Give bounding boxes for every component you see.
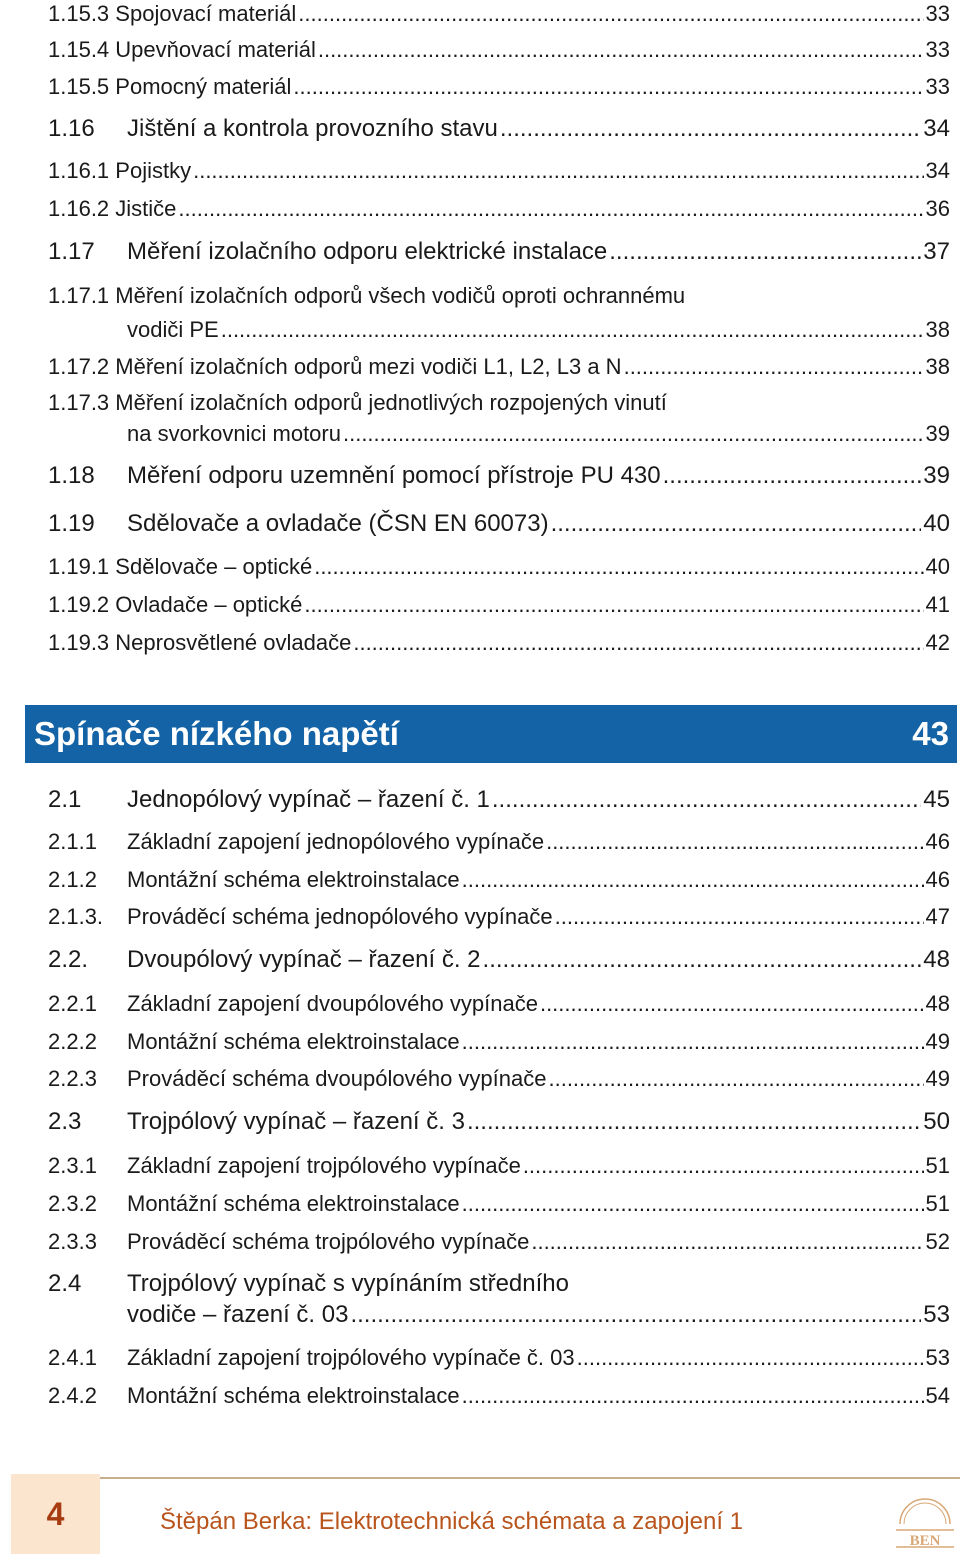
toc-page: 46: [925, 867, 950, 892]
section-header: [25, 705, 957, 763]
toc-page: 46: [925, 829, 950, 854]
publisher-logo: [890, 1494, 960, 1554]
toc-leader: [663, 462, 922, 490]
toc-leader: [548, 1066, 923, 1091]
toc-page: 42: [925, 630, 950, 655]
section-page: 43: [912, 715, 949, 752]
toc-row: [48, 946, 950, 974]
toc-page: 33: [925, 74, 950, 99]
toc-page: 40: [925, 554, 950, 579]
toc-number: 1.15.5: [48, 74, 110, 99]
toc-page: 40: [923, 510, 950, 537]
toc-row: [48, 592, 950, 617]
toc-row: [48, 510, 950, 538]
toc-leader: [609, 238, 921, 266]
toc-number: 2.1.2: [48, 867, 97, 892]
toc-title: Trojpólový vypínač – řazení č. 3: [127, 1108, 465, 1135]
toc-row: [48, 1153, 950, 1178]
toc-leader: [462, 1383, 924, 1408]
toc-row: [48, 196, 950, 221]
toc-title: Jištění a kontrola provozního stavu: [127, 115, 498, 142]
toc-title: Měření izolačních odporů jednotlivých rozpojených vinutí: [115, 390, 667, 415]
toc-leader: [343, 421, 924, 446]
toc-page: 34: [923, 115, 950, 142]
toc-number: 1.16: [48, 115, 95, 142]
toc-page: 45: [923, 786, 950, 813]
toc-leader: [500, 115, 921, 143]
toc-title: Měření izolačních odporů mezi vodiči L1, L2, L3 a N: [115, 354, 622, 379]
toc-number: 1.16.2: [48, 196, 110, 221]
toc-row: [48, 1029, 950, 1054]
toc-number: 1.19.3: [48, 630, 110, 655]
toc-row: [48, 74, 950, 99]
toc-leader: [193, 158, 923, 183]
toc-page: 38: [925, 317, 950, 343]
toc-number: 2.2.: [48, 946, 89, 973]
toc-row: [48, 462, 950, 490]
toc-leader: [540, 991, 924, 1016]
toc-row: [48, 158, 950, 183]
toc-title: Pomocný materiál: [115, 74, 292, 99]
toc-title: Ovladače – optické: [115, 592, 303, 617]
svg-text:BEN: BEN: [909, 1533, 941, 1549]
toc-leader: [462, 1191, 924, 1216]
toc-leader: [624, 354, 924, 379]
toc-page: 34: [925, 158, 950, 183]
toc-number: 2.4.2: [48, 1383, 97, 1408]
toc-page: 51: [925, 1191, 950, 1216]
toc-title: Základní zapojení trojpólového vypínače: [127, 1153, 521, 1178]
toc-page: 33: [925, 37, 950, 62]
toc-leader: [298, 1, 923, 26]
toc-row: [48, 1383, 950, 1408]
toc-title: Měření odporu uzemnění pomocí přístroje PU 430: [127, 462, 661, 489]
toc-title: Montážní schéma elektroinstalace: [127, 1029, 460, 1054]
toc-row: [48, 991, 950, 1016]
toc-number: 2.3.3: [48, 1229, 97, 1254]
toc-leader: [483, 946, 922, 974]
toc-title: Dvoupólový vypínač – řazení č. 2: [127, 946, 481, 973]
toc-title: Trojpólový vypínač s vypínáním středního: [127, 1270, 569, 1297]
toc-page: 48: [925, 991, 950, 1016]
toc-page: 36: [925, 196, 950, 221]
toc-page: 39: [925, 421, 950, 447]
toc-title: Prováděcí schéma jednopólového vypínače: [127, 904, 553, 929]
toc-number: 1.19.1: [48, 554, 110, 579]
toc-number: 2.4.1: [48, 1345, 97, 1370]
toc-page: 50: [923, 1108, 950, 1135]
toc-leader: [350, 1301, 921, 1329]
toc-page: 41: [925, 592, 950, 617]
toc-number: 2.2.1: [48, 991, 97, 1016]
toc-page: 37: [923, 238, 950, 265]
toc-row: [48, 786, 950, 814]
toc-title: Montážní schéma elektroinstalace: [127, 1191, 460, 1216]
toc-number: 1.16.1: [48, 158, 110, 183]
toc-title-cont: na svorkovnici motoru: [127, 421, 341, 447]
footer-book-title: Štěpán Berka: Elektrotechnická schémata a zapojení 1: [160, 1508, 744, 1535]
toc-number: 1.17.3: [48, 390, 110, 415]
toc-title: Jednopólový vypínač – řazení č. 1: [127, 786, 490, 813]
toc-page: 49: [925, 1029, 950, 1054]
toc-page: 53: [925, 1345, 950, 1370]
toc-title: Jističe: [115, 196, 177, 221]
toc-row: [48, 37, 950, 62]
toc-title: Sdělovače a ovladače (ČSN EN 60073): [127, 510, 549, 537]
toc-row: [48, 1191, 950, 1216]
toc-title: Základní zapojení trojpólového vypínače č. 03: [127, 1345, 575, 1370]
toc-row: [48, 1229, 950, 1254]
toc-title: Měření izolačního odporu elektrické instalace: [127, 238, 608, 265]
toc-number: 2.2.3: [48, 1066, 97, 1091]
toc-row: [48, 1066, 950, 1091]
toc-row: [48, 1108, 950, 1136]
toc-title-cont: vodiči PE: [127, 317, 219, 343]
toc-number: 2.3: [48, 1108, 82, 1135]
toc-leader: [462, 867, 924, 892]
toc-page: 38: [925, 354, 950, 379]
toc-title: Základní zapojení dvoupólového vypínače: [127, 991, 538, 1016]
toc-row: [48, 554, 950, 579]
toc-number: 1.19: [48, 510, 95, 537]
toc-leader: [462, 1029, 924, 1054]
toc-leader: [353, 630, 923, 655]
toc-title: Měření izolačních odporů všech vodičů oproti ochrannému: [115, 283, 686, 308]
toc-page: 48: [923, 946, 950, 973]
toc-leader: [304, 592, 923, 617]
toc-title: Montážní schéma elektroinstalace: [127, 867, 460, 892]
toc-leader: [523, 1153, 924, 1178]
toc-page: 51: [925, 1153, 950, 1178]
toc-number: 1.15.3: [48, 1, 110, 26]
toc-leader: [314, 554, 923, 579]
section-title: Spínače nízkého napětí: [34, 715, 399, 752]
toc-leader: [546, 829, 923, 854]
toc-title: Pojistky: [115, 158, 192, 183]
toc-leader: [178, 196, 923, 221]
toc-page: 33: [925, 1, 950, 26]
toc-leader: [318, 37, 924, 62]
toc-leader: [551, 510, 922, 538]
toc-title: Prováděcí schéma dvoupólového vypínače: [127, 1066, 547, 1091]
toc-number: 2.1: [48, 786, 82, 813]
toc-number: 1.17.1: [48, 283, 110, 308]
toc-page: 47: [925, 904, 950, 929]
toc-number: 2.3.2: [48, 1191, 97, 1216]
toc-title-cont: vodiče – řazení č. 03: [127, 1300, 349, 1328]
footer-divider: [100, 1477, 960, 1479]
toc-title: Montážní schéma elektroinstalace: [127, 1383, 460, 1408]
page-number-box: [11, 1474, 100, 1554]
toc-number: 1.19.2: [48, 592, 110, 617]
toc-leader: [577, 1345, 924, 1370]
toc-title: Neprosvětlené ovladače: [115, 630, 352, 655]
page-number: 4: [46, 1495, 65, 1532]
toc-row: [48, 829, 950, 854]
toc-entry-multiline: [48, 390, 950, 447]
toc-leader: [492, 786, 921, 814]
toc-number: 2.3.1: [48, 1153, 97, 1178]
toc-page: 49: [925, 1066, 950, 1091]
toc-number: 1.17: [48, 238, 95, 265]
toc-number: 2.2.2: [48, 1029, 97, 1054]
toc-row: [48, 1, 950, 26]
toc-page: 52: [925, 1229, 950, 1254]
toc-row: [48, 115, 950, 143]
toc-title: Upevňovací materiál: [115, 37, 316, 62]
toc-row: [48, 904, 950, 929]
toc-leader: [293, 74, 923, 99]
toc-title: Spojovací materiál: [115, 1, 297, 26]
toc-number: 1.17.2: [48, 354, 110, 379]
toc-page: 54: [925, 1383, 950, 1408]
toc-row: [48, 867, 950, 892]
toc-number: 1.15.4: [48, 37, 110, 62]
toc-number: 2.4: [48, 1270, 82, 1297]
toc-row: [48, 630, 950, 655]
toc-title: Základní zapojení jednopólového vypínače: [127, 829, 545, 854]
toc-number: 2.1.3.: [48, 904, 104, 929]
toc-number: 2.1.1: [48, 829, 97, 854]
toc-leader: [221, 317, 924, 342]
toc-leader: [531, 1229, 923, 1254]
toc-number: 1.18: [48, 462, 95, 489]
toc-page: 53: [923, 1300, 950, 1328]
toc-row: [48, 238, 950, 266]
toc-title: Sdělovače – optické: [115, 554, 313, 579]
toc-row: [48, 1345, 950, 1370]
toc-leader: [467, 1108, 921, 1136]
toc-leader: [555, 904, 924, 929]
toc-row: [48, 354, 950, 379]
toc-page: 39: [923, 462, 950, 489]
toc-title: Prováděcí schéma trojpólového vypínače: [127, 1229, 530, 1254]
toc-entry-multiline: [48, 283, 950, 343]
toc-entry-multiline: [48, 1270, 950, 1328]
